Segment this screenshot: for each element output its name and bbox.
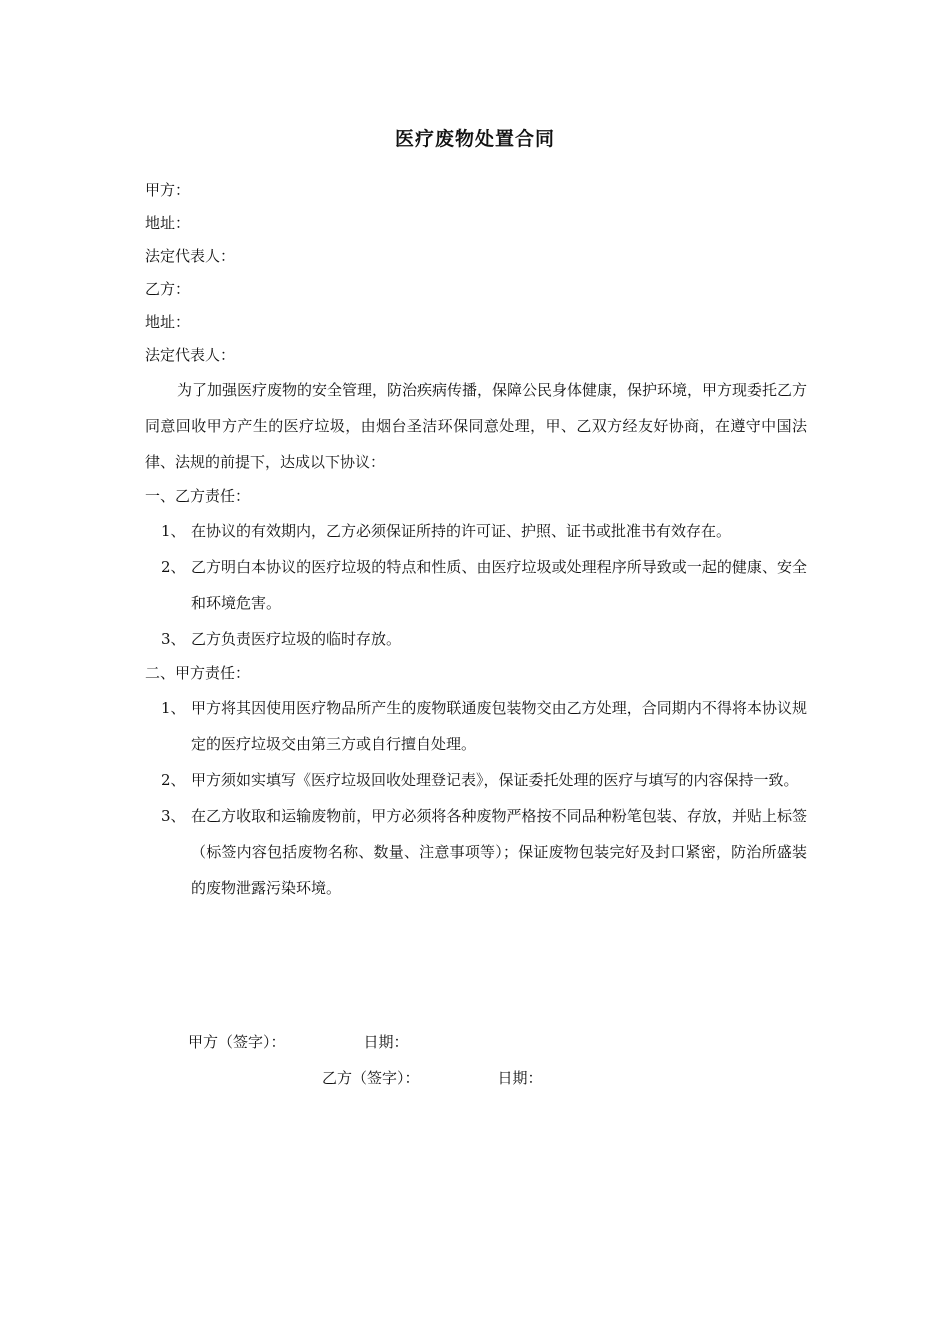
intro-paragraph: 为了加强医疗废物的安全管理，防治疾病传播，保障公民身体健康，保护环境，甲方现委托乙方同意回收甲方产生的医疗垃圾，由烟台圣洁环保同意处理，甲、乙双方经友好协商，在遵守中国法律、法规的前提下，达成以下协议： — [145, 381, 808, 471]
section-heading-party-a: 二、甲方责任： — [145, 664, 251, 682]
list-item-text: 乙方明白本协议的医疗垃圾的特点和性质、由医疗垃圾或处理程序所导致或一起的健康、安全和环境危害。 — [191, 558, 807, 612]
list-item-number: 1、 — [161, 699, 186, 717]
list-item-text: 乙方负责医疗垃圾的临时存放。 — [191, 630, 402, 648]
list-item-text: 甲方须如实填写《医疗垃圾回收处理登记表》，保证委托处理的医疗与填写的内容保持一致。 — [191, 771, 799, 789]
party-b-signature-line — [322, 1067, 543, 1088]
list-item-text: 在乙方收取和运输废物前，甲方必须将各种废物严格按不同品种粉笔包装、存放，并贴上标签（标签内容包括废物名称、数量、注意事项等）；保证废物包装完好及封口紧密，防治所盛装的废物泄露污染环境。 — [191, 807, 807, 897]
document-body — [145, 174, 807, 906]
party-a-signature-line — [188, 1031, 409, 1052]
document-title: 医疗废物处置合同 — [394, 128, 555, 150]
party-a-date-label: 日期： — [363, 1033, 409, 1051]
party-b-name-line: 乙方： — [145, 280, 191, 298]
party-a-name-line: 甲方： — [145, 181, 191, 199]
party-b-signature-label: 乙方（签字）： — [322, 1069, 420, 1087]
party-a-representative-line: 法定代表人： — [145, 247, 236, 265]
list-item — [145, 690, 807, 762]
list-item-text: 甲方将其因使用医疗物品所产生的废物联通废包装物交由乙方处理，合同期内不得将本协议规定的医疗垃圾交由第三方或自行擅自处理。 — [191, 699, 807, 753]
list-item — [145, 621, 807, 657]
party-b-date-label: 日期： — [497, 1069, 543, 1087]
list-item-number: 3、 — [161, 630, 186, 648]
list-item-number: 3、 — [161, 807, 186, 825]
list-item-number: 1、 — [161, 522, 186, 540]
party-a-address-line: 地址： — [145, 214, 191, 232]
party-b-representative-line: 法定代表人： — [145, 346, 236, 364]
list-item — [145, 762, 807, 798]
party-b-address-line: 地址： — [145, 313, 191, 331]
list-item-number: 2、 — [161, 558, 186, 576]
list-item — [145, 549, 807, 621]
section-heading-party-b: 一、乙方责任： — [145, 487, 251, 505]
list-item-text: 在协议的有效期内，乙方必须保证所持的许可证、护照、证书或批准书有效存在。 — [191, 522, 732, 540]
list-item-number: 2、 — [161, 771, 186, 789]
party-a-signature-label: 甲方（签字）： — [188, 1033, 286, 1051]
list-item — [145, 798, 807, 906]
list-item — [145, 513, 807, 549]
